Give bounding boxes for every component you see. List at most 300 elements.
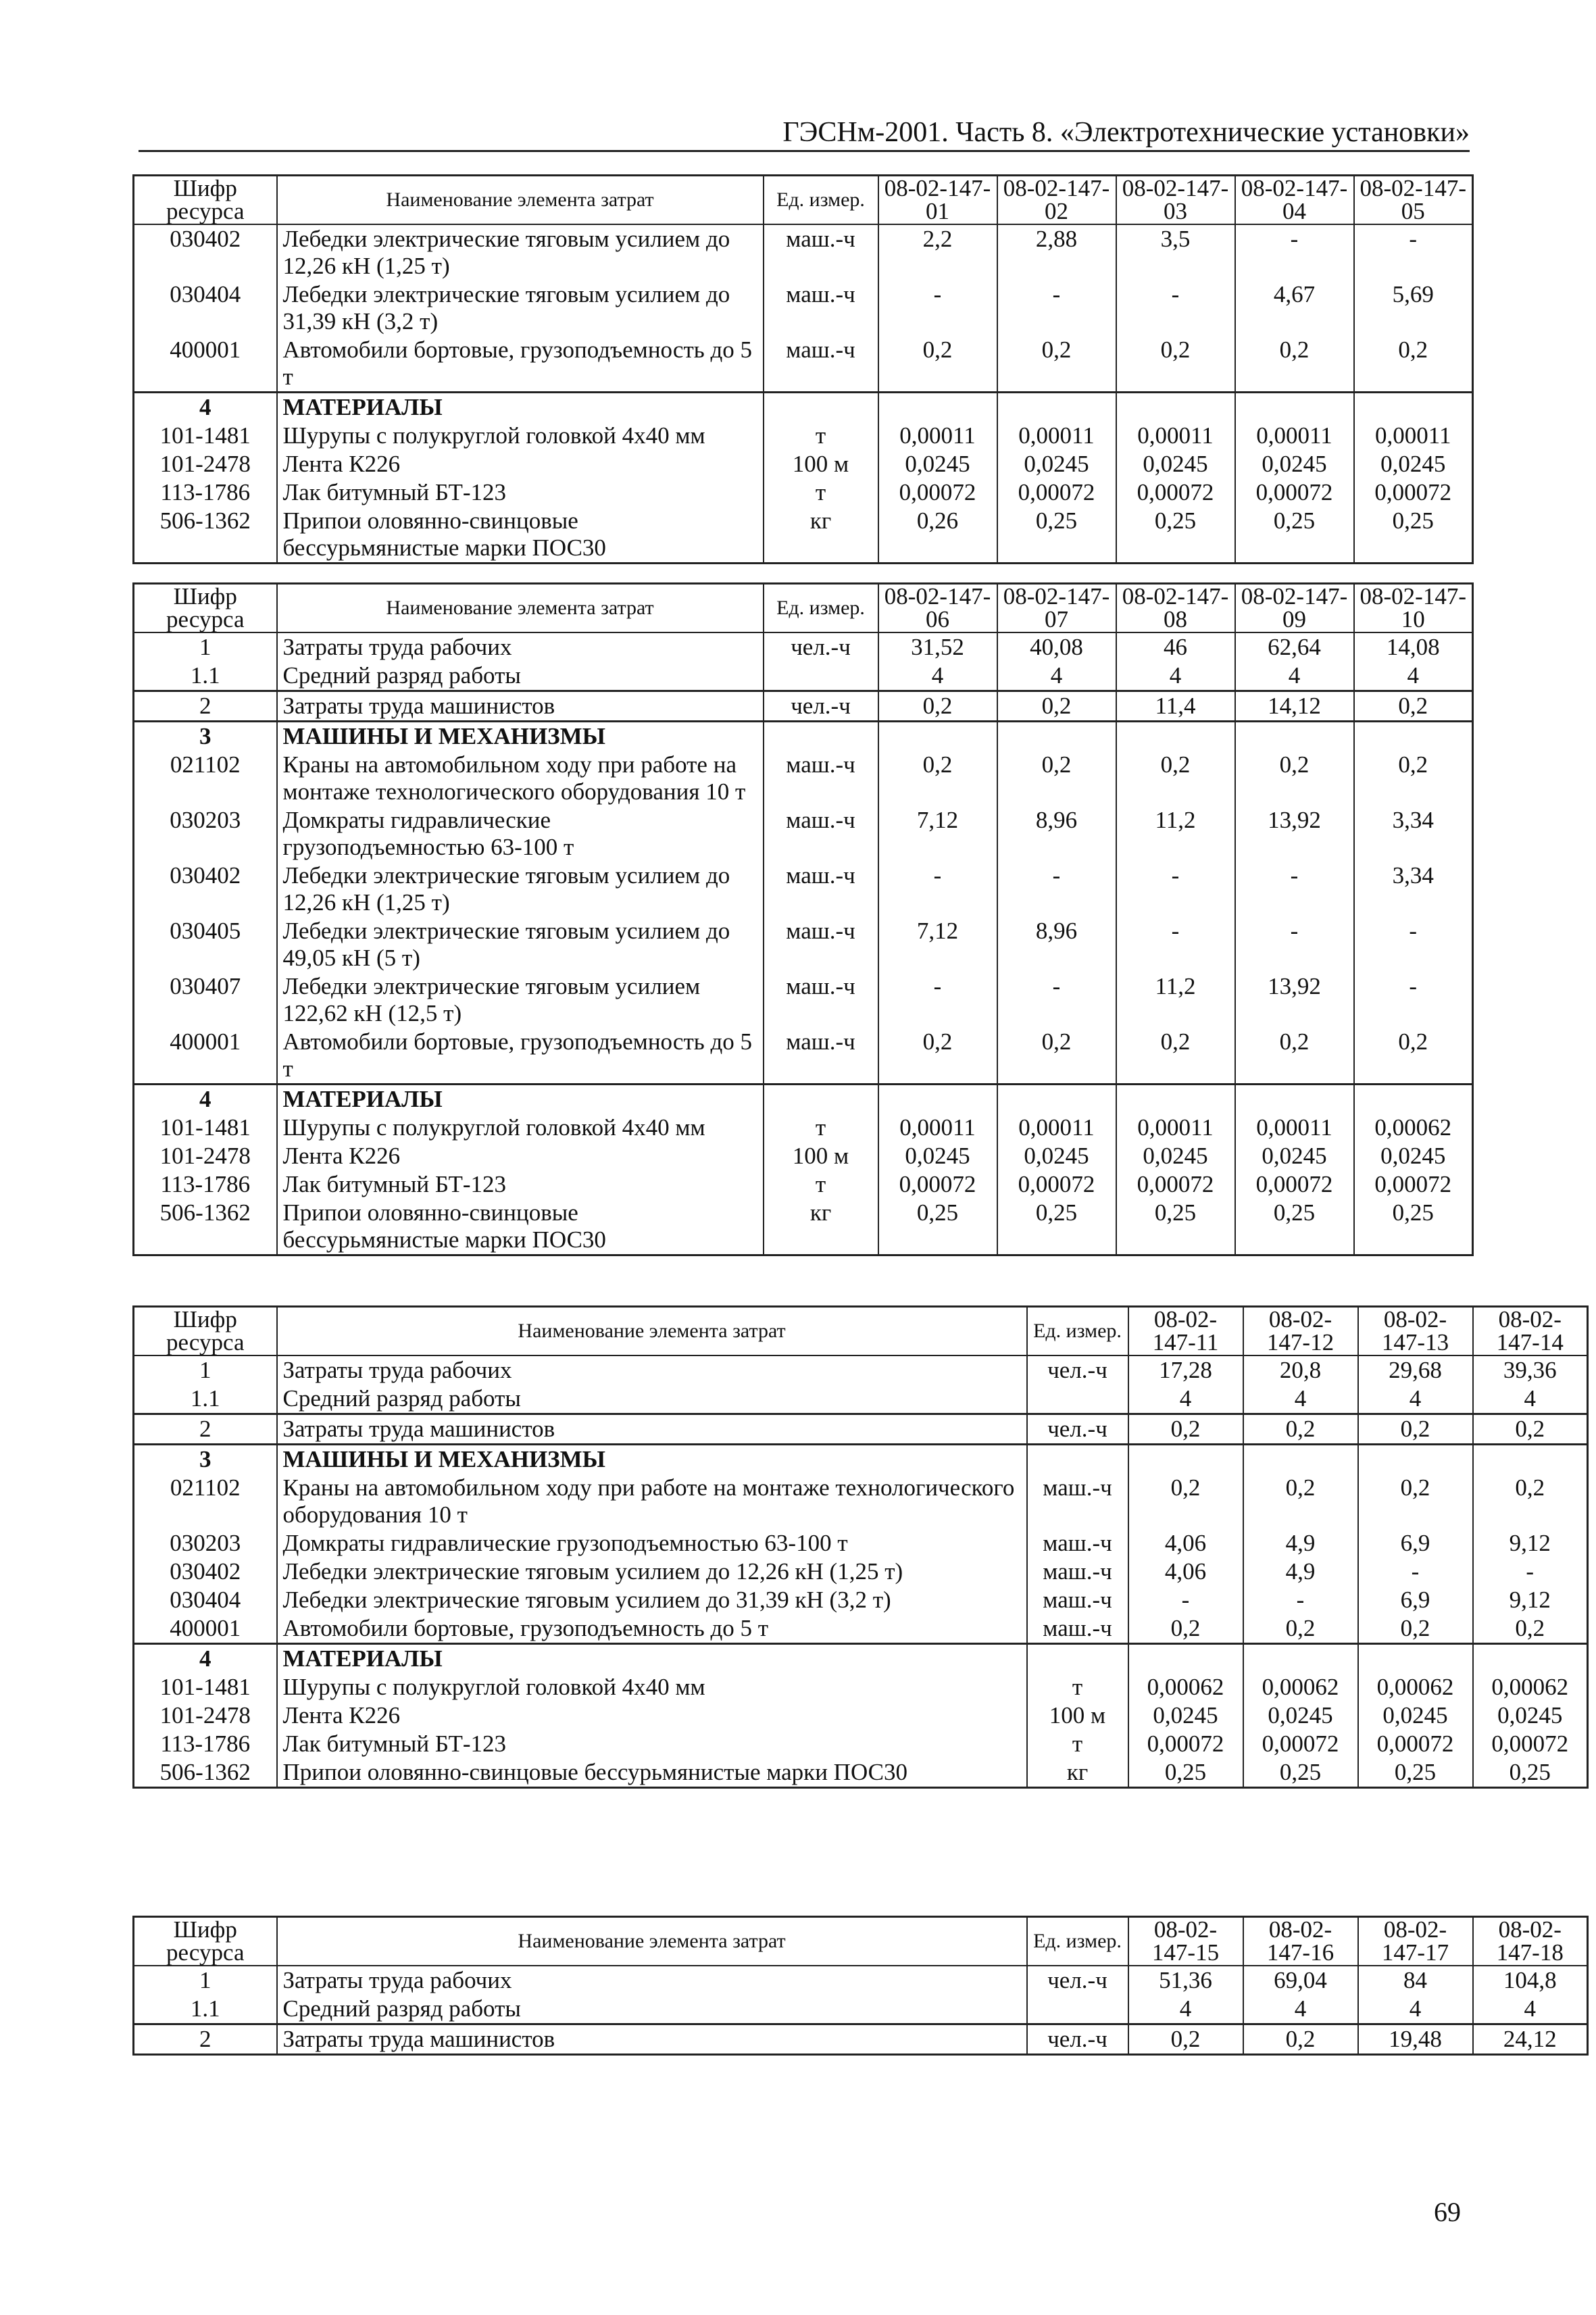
header-norm-code: 08-02-147-09 bbox=[1235, 584, 1354, 633]
cell-code: 030203 bbox=[134, 806, 277, 862]
cell-value: 4 bbox=[1473, 1385, 1588, 1414]
cell-name: Лебедки электрические тяговым усилием до 31,39 кН (3,2 т) bbox=[277, 280, 764, 336]
cell-name: МАШИНЫ И МЕХАНИЗМЫ bbox=[277, 722, 764, 751]
running-header bbox=[139, 115, 1470, 152]
header-norm-code: 08-02-147-16 bbox=[1243, 1917, 1358, 1966]
cell-value: 0,2 bbox=[997, 336, 1116, 393]
table-row bbox=[134, 806, 1473, 862]
header-norm-code: 08-02-147-01 bbox=[878, 176, 997, 225]
cell-name: Лебедки электрические тяговым усилием до 12,26 кН (1,25 т) bbox=[277, 1558, 1027, 1586]
cell-name: Лак битумный БТ-123 bbox=[277, 1730, 1027, 1758]
cell-value: 0,2 bbox=[1354, 1028, 1473, 1085]
cell-value: 0,0245 bbox=[1354, 1142, 1473, 1170]
cell-value: 13,92 bbox=[1235, 806, 1354, 862]
cell-value: 0,00072 bbox=[1235, 1170, 1354, 1199]
cell-unit: маш.-ч bbox=[764, 1028, 878, 1085]
cell-code: 3 bbox=[134, 722, 277, 751]
cell-code: 101-1481 bbox=[134, 422, 277, 450]
cell-value: 0,2 bbox=[878, 336, 997, 393]
cell-unit bbox=[1027, 1385, 1128, 1414]
cell-code: 101-2478 bbox=[134, 450, 277, 478]
header-norm-code: 08-02-147-04 bbox=[1235, 176, 1354, 225]
cell-value bbox=[1358, 1644, 1473, 1674]
cost-table bbox=[132, 582, 1474, 1256]
cell-value: 0,0245 bbox=[1116, 450, 1235, 478]
header-norm-code: 08-02-147-12 bbox=[1243, 1307, 1358, 1356]
cell-value: 0,0245 bbox=[1358, 1701, 1473, 1730]
cell-unit: маш.-ч bbox=[764, 280, 878, 336]
cell-value: 0,2 bbox=[997, 751, 1116, 806]
cell-value: 4,06 bbox=[1128, 1558, 1243, 1586]
cell-value: 0,00011 bbox=[1116, 1114, 1235, 1142]
cell-value: 9,12 bbox=[1473, 1529, 1588, 1558]
cell-code: 030404 bbox=[134, 280, 277, 336]
cost-table bbox=[132, 1916, 1589, 2056]
cell-unit: чел.-ч bbox=[1027, 1355, 1128, 1385]
cell-unit: кг bbox=[764, 1199, 878, 1255]
cell-value: 4 bbox=[1243, 1995, 1358, 2024]
cell-value: 0,0245 bbox=[878, 450, 997, 478]
cell-value: 0,00072 bbox=[1243, 1730, 1358, 1758]
cell-code: 400001 bbox=[134, 336, 277, 393]
cell-value: 0,0245 bbox=[1473, 1701, 1588, 1730]
cell-value: 0,2 bbox=[1235, 751, 1354, 806]
cell-code: 506-1362 bbox=[134, 1199, 277, 1255]
cell-value bbox=[1354, 722, 1473, 751]
cell-value: 0,2 bbox=[1116, 751, 1235, 806]
cell-value bbox=[1235, 722, 1354, 751]
cell-name: Лента К226 bbox=[277, 1142, 764, 1170]
cell-code: 113-1786 bbox=[134, 478, 277, 507]
cell-name: Краны на автомобильном ходу при работе на монтаже технологического оборудования 10 т bbox=[277, 751, 764, 806]
cell-unit: чел.-ч bbox=[764, 632, 878, 662]
cell-value: 4 bbox=[1358, 1385, 1473, 1414]
header-unit: Ед. измер. bbox=[1027, 1917, 1128, 1966]
cell-code: 1.1 bbox=[134, 1385, 277, 1414]
cell-name: Припои оловянно-свинцовые бессурьмянистые марки ПОС30 bbox=[277, 1199, 764, 1255]
header-norm-code: 08-02-147-07 bbox=[997, 584, 1116, 633]
cell-value: - bbox=[1358, 1558, 1473, 1586]
cell-name: Лента К226 bbox=[277, 450, 764, 478]
cell-name: Лак битумный БТ-123 bbox=[277, 478, 764, 507]
cell-value: 0,2 bbox=[997, 1028, 1116, 1085]
cell-value: 0,00072 bbox=[878, 478, 997, 507]
cell-unit: т bbox=[1027, 1730, 1128, 1758]
cell-code: 1.1 bbox=[134, 662, 277, 691]
cell-value: 0,00011 bbox=[1235, 422, 1354, 450]
cell-value: 0,25 bbox=[1354, 1199, 1473, 1255]
table-row bbox=[134, 972, 1473, 1028]
cell-value: 46 bbox=[1116, 632, 1235, 662]
header-name: Наименование элемента затрат bbox=[277, 176, 764, 225]
header-text: ГЭСНм-2001. Часть 8. «Электротехнические установки» bbox=[782, 117, 1470, 148]
cell-code: 4 bbox=[134, 1644, 277, 1674]
cell-name: Затраты труда машинистов bbox=[277, 2024, 1027, 2055]
cell-value: 11,4 bbox=[1116, 691, 1235, 722]
table-row bbox=[134, 2024, 1588, 2055]
cell-value: 104,8 bbox=[1473, 1966, 1588, 1995]
cell-code: 101-1481 bbox=[134, 1114, 277, 1142]
table-row bbox=[134, 1385, 1588, 1414]
cell-code: 2 bbox=[134, 691, 277, 722]
cell-code: 101-2478 bbox=[134, 1142, 277, 1170]
cell-code: 400001 bbox=[134, 1614, 277, 1644]
table-row bbox=[134, 1995, 1588, 2024]
table-row bbox=[134, 1701, 1588, 1730]
table-row bbox=[134, 1199, 1473, 1255]
cell-value: 5,69 bbox=[1354, 280, 1473, 336]
cell-value: 0,2 bbox=[1243, 1614, 1358, 1644]
cell-value: 0,00062 bbox=[1128, 1673, 1243, 1701]
cell-name: Лебедки электрические тяговым усилием до 49,05 кН (5 т) bbox=[277, 917, 764, 972]
cell-value: 0,2 bbox=[1243, 1474, 1358, 1529]
table-row bbox=[134, 478, 1473, 507]
cell-value: 0,00072 bbox=[997, 1170, 1116, 1199]
cell-value: - bbox=[1235, 862, 1354, 917]
cell-name: МАШИНЫ И МЕХАНИЗМЫ bbox=[277, 1445, 1027, 1474]
header-name: Наименование элемента затрат bbox=[277, 1307, 1027, 1356]
cell-value bbox=[878, 1085, 997, 1114]
cell-value: 0,0245 bbox=[1128, 1701, 1243, 1730]
cell-code: 1.1 bbox=[134, 1995, 277, 2024]
table-row bbox=[134, 507, 1473, 564]
cell-value bbox=[997, 1085, 1116, 1114]
cell-value: - bbox=[878, 862, 997, 917]
cell-unit: кг bbox=[764, 507, 878, 564]
header-unit: Ед. измер. bbox=[1027, 1307, 1128, 1356]
cell-value: 0,2 bbox=[997, 691, 1116, 722]
cell-value: 4 bbox=[1235, 662, 1354, 691]
cell-unit: кг bbox=[1027, 1758, 1128, 1788]
table-row bbox=[134, 1355, 1588, 1385]
cell-unit: маш.-ч bbox=[1027, 1529, 1128, 1558]
table-header-row bbox=[134, 1917, 1588, 1966]
table-row bbox=[134, 1586, 1588, 1614]
cell-name: Затраты труда машинистов bbox=[277, 691, 764, 722]
cell-code: 400001 bbox=[134, 1028, 277, 1085]
cell-value: - bbox=[997, 862, 1116, 917]
section-row bbox=[134, 722, 1473, 751]
cell-value: 0,0245 bbox=[1243, 1701, 1358, 1730]
cell-value: 0,2 bbox=[878, 751, 997, 806]
cell-name: Домкраты гидравлические грузоподъемностью 63-100 т bbox=[277, 806, 764, 862]
cell-value: - bbox=[1243, 1586, 1358, 1614]
cell-value: 4,9 bbox=[1243, 1558, 1358, 1586]
table-row bbox=[134, 862, 1473, 917]
cell-value bbox=[1235, 1085, 1354, 1114]
header-norm-code: 08-02-147-18 bbox=[1473, 1917, 1588, 1966]
cell-value: 0,0245 bbox=[1235, 450, 1354, 478]
cell-name: МАТЕРИАЛЫ bbox=[277, 1085, 764, 1114]
cell-value: 4,9 bbox=[1243, 1529, 1358, 1558]
cell-code: 030407 bbox=[134, 972, 277, 1028]
cell-unit: чел.-ч bbox=[764, 691, 878, 722]
cost-table bbox=[132, 174, 1474, 564]
cell-name: Автомобили бортовые, грузоподъемность до 5 т bbox=[277, 1614, 1027, 1644]
cell-value: 29,68 bbox=[1358, 1355, 1473, 1385]
table-row bbox=[134, 1558, 1588, 1586]
cell-value: 0,2 bbox=[1473, 1614, 1588, 1644]
header-name: Наименование элемента затрат bbox=[277, 1917, 1027, 1966]
cell-code: 030203 bbox=[134, 1529, 277, 1558]
cell-value: 0,2 bbox=[1354, 751, 1473, 806]
cell-code: 2 bbox=[134, 2024, 277, 2055]
cell-value: 4 bbox=[1128, 1995, 1243, 2024]
cell-unit: маш.-ч bbox=[1027, 1614, 1128, 1644]
header-norm-code: 08-02-147-11 bbox=[1128, 1307, 1243, 1356]
header-norm-code: 08-02-147-15 bbox=[1128, 1917, 1243, 1966]
cell-value: 4 bbox=[878, 662, 997, 691]
cell-value: - bbox=[1235, 917, 1354, 972]
cell-code: 506-1362 bbox=[134, 1758, 277, 1788]
cell-value: 2,2 bbox=[878, 224, 997, 280]
header-code: Шифр ресурса bbox=[134, 584, 277, 633]
cell-value: 0,2 bbox=[1128, 2024, 1243, 2055]
cell-name: МАТЕРИАЛЫ bbox=[277, 393, 764, 422]
cell-value: 4 bbox=[1243, 1385, 1358, 1414]
cell-value: 0,2 bbox=[1128, 1474, 1243, 1529]
cell-value: 0,0245 bbox=[878, 1142, 997, 1170]
table-row bbox=[134, 662, 1473, 691]
cell-value: 4 bbox=[1473, 1995, 1588, 2024]
cell-value: 0,00072 bbox=[1358, 1730, 1473, 1758]
header-norm-code: 08-02-147-06 bbox=[878, 584, 997, 633]
cell-name: Лебедки электрические тяговым усилием 122,62 кН (12,5 т) bbox=[277, 972, 764, 1028]
cell-value: - bbox=[1116, 862, 1235, 917]
cell-value bbox=[1243, 1644, 1358, 1674]
cell-value: 9,12 bbox=[1473, 1586, 1588, 1614]
table-row bbox=[134, 280, 1473, 336]
section-row bbox=[134, 1644, 1588, 1674]
cell-value: 84 bbox=[1358, 1966, 1473, 1995]
cell-value: 0,25 bbox=[878, 1199, 997, 1255]
cell-value bbox=[997, 393, 1116, 422]
cell-unit bbox=[1027, 1445, 1128, 1474]
cell-unit: чел.-ч bbox=[1027, 1966, 1128, 1995]
cell-unit bbox=[764, 393, 878, 422]
cell-code: 1 bbox=[134, 632, 277, 662]
cell-value: 0,00011 bbox=[878, 1114, 997, 1142]
cell-value bbox=[1354, 393, 1473, 422]
cell-value: 0,25 bbox=[1128, 1758, 1243, 1788]
cell-value: 62,64 bbox=[1235, 632, 1354, 662]
cell-value: - bbox=[1235, 224, 1354, 280]
cell-name: Шурупы с полукруглой головкой 4x40 мм bbox=[277, 422, 764, 450]
cell-value: - bbox=[1354, 224, 1473, 280]
cell-code: 030405 bbox=[134, 917, 277, 972]
header-norm-code: 08-02-147-05 bbox=[1354, 176, 1473, 225]
cell-name: Затраты труда рабочих bbox=[277, 1966, 1027, 1995]
cell-name: Лента К226 bbox=[277, 1701, 1027, 1730]
cell-value: 0,2 bbox=[1358, 1614, 1473, 1644]
cell-name: Средний разряд работы bbox=[277, 1385, 1027, 1414]
table-row bbox=[134, 1673, 1588, 1701]
cell-value: 0,2 bbox=[1116, 336, 1235, 393]
cell-value: - bbox=[878, 280, 997, 336]
cell-code: 1 bbox=[134, 1966, 277, 1995]
table-row bbox=[134, 450, 1473, 478]
cell-value: 4 bbox=[1354, 662, 1473, 691]
cell-value: 11,2 bbox=[1116, 806, 1235, 862]
header-norm-code: 08-02-147-17 bbox=[1358, 1917, 1473, 1966]
cell-value: 0,00011 bbox=[997, 1114, 1116, 1142]
cell-value: 0,25 bbox=[1116, 1199, 1235, 1255]
cell-value bbox=[1358, 1445, 1473, 1474]
header-code: Шифр ресурса bbox=[134, 1307, 277, 1356]
cell-value: 51,36 bbox=[1128, 1966, 1243, 1995]
cell-name: Лак битумный БТ-123 bbox=[277, 1170, 764, 1199]
cell-name: Автомобили бортовые, грузоподъемность до 5 т bbox=[277, 1028, 764, 1085]
cell-unit: маш.-ч bbox=[764, 751, 878, 806]
cell-value: 0,00072 bbox=[1473, 1730, 1588, 1758]
cell-code: 506-1362 bbox=[134, 507, 277, 564]
cell-value: 0,25 bbox=[1354, 507, 1473, 564]
cell-code: 021102 bbox=[134, 1474, 277, 1529]
header-code: Шифр ресурса bbox=[134, 1917, 277, 1966]
cell-code: 030404 bbox=[134, 1586, 277, 1614]
table-row bbox=[134, 1170, 1473, 1199]
cell-value: 0,00011 bbox=[878, 422, 997, 450]
section-row bbox=[134, 1445, 1588, 1474]
cell-value: 0,00062 bbox=[1243, 1673, 1358, 1701]
cell-value: 0,2 bbox=[1116, 1028, 1235, 1085]
cell-name: Средний разряд работы bbox=[277, 662, 764, 691]
cell-value: 0,0245 bbox=[1235, 1142, 1354, 1170]
table-row bbox=[134, 336, 1473, 393]
cell-value: 0,00072 bbox=[878, 1170, 997, 1199]
cell-value: 0,26 bbox=[878, 507, 997, 564]
cell-code: 030402 bbox=[134, 224, 277, 280]
cell-value: 4 bbox=[997, 662, 1116, 691]
section-row bbox=[134, 1085, 1473, 1114]
cell-unit: т bbox=[764, 1114, 878, 1142]
table-row bbox=[134, 422, 1473, 450]
table-row bbox=[134, 1966, 1588, 1995]
cell-value: 4,67 bbox=[1235, 280, 1354, 336]
table-row bbox=[134, 632, 1473, 662]
cell-unit: 100 м bbox=[764, 1142, 878, 1170]
cell-unit: маш.-ч bbox=[1027, 1474, 1128, 1529]
cell-value: 0,00072 bbox=[1128, 1730, 1243, 1758]
cell-value: 2,88 bbox=[997, 224, 1116, 280]
cell-unit: маш.-ч bbox=[764, 862, 878, 917]
cell-value: 0,2 bbox=[878, 691, 997, 722]
table-row bbox=[134, 1758, 1588, 1788]
cell-code: 101-1481 bbox=[134, 1673, 277, 1701]
cell-value: 0,0245 bbox=[997, 450, 1116, 478]
cell-unit: чел.-ч bbox=[1027, 1414, 1128, 1445]
cell-value: 4 bbox=[1128, 1385, 1243, 1414]
cell-value: 0,00072 bbox=[1354, 478, 1473, 507]
cell-value: 0,0245 bbox=[1354, 450, 1473, 478]
cell-name: Затраты труда машинистов bbox=[277, 1414, 1027, 1445]
cell-unit bbox=[1027, 1995, 1128, 2024]
cell-code: 1 bbox=[134, 1355, 277, 1385]
table-row bbox=[134, 1028, 1473, 1085]
cell-value: 8,96 bbox=[997, 917, 1116, 972]
cell-name: Припои оловянно-свинцовые бессурьмянистые марки ПОС30 bbox=[277, 1758, 1027, 1788]
cell-value: - bbox=[1354, 972, 1473, 1028]
cell-name: Шурупы с полукруглой головкой 4x40 мм bbox=[277, 1114, 764, 1142]
cell-value: 0,2 bbox=[1243, 2024, 1358, 2055]
cell-unit: маш.-ч bbox=[764, 336, 878, 393]
cell-value: 0,2 bbox=[1358, 1474, 1473, 1529]
cell-value bbox=[1235, 393, 1354, 422]
header-norm-code: 08-02-147-10 bbox=[1354, 584, 1473, 633]
cell-value: 0,00072 bbox=[1116, 1170, 1235, 1199]
cell-value: 14,12 bbox=[1235, 691, 1354, 722]
cell-value: 0,00072 bbox=[1354, 1170, 1473, 1199]
table-row bbox=[134, 1529, 1588, 1558]
cell-name: Средний разряд работы bbox=[277, 1995, 1027, 2024]
cell-unit: маш.-ч bbox=[764, 806, 878, 862]
cell-value: 0,2 bbox=[1358, 1414, 1473, 1445]
cell-value bbox=[1354, 1085, 1473, 1114]
cell-value bbox=[1473, 1445, 1588, 1474]
cell-value: 3,34 bbox=[1354, 862, 1473, 917]
cell-value: 8,96 bbox=[997, 806, 1116, 862]
header-norm-code: 08-02-147-02 bbox=[997, 176, 1116, 225]
cell-value: 0,2 bbox=[1473, 1474, 1588, 1529]
cell-value: - bbox=[1128, 1586, 1243, 1614]
cell-value: - bbox=[997, 972, 1116, 1028]
cell-value: 19,48 bbox=[1358, 2024, 1473, 2055]
cell-value: 6,9 bbox=[1358, 1586, 1473, 1614]
cell-value: 11,2 bbox=[1116, 972, 1235, 1028]
cell-value: - bbox=[997, 280, 1116, 336]
cell-value: 20,8 bbox=[1243, 1355, 1358, 1385]
cell-value: 0,25 bbox=[1235, 1199, 1354, 1255]
cell-value: 3,34 bbox=[1354, 806, 1473, 862]
cell-value bbox=[1128, 1644, 1243, 1674]
cell-value: - bbox=[1116, 280, 1235, 336]
cell-value: 0,25 bbox=[1243, 1758, 1358, 1788]
cell-value: 13,92 bbox=[1235, 972, 1354, 1028]
section-row bbox=[134, 393, 1473, 422]
cell-value bbox=[878, 393, 997, 422]
header-unit: Ед. измер. bbox=[764, 176, 878, 225]
cell-code: 113-1786 bbox=[134, 1730, 277, 1758]
cell-value: 0,00011 bbox=[1235, 1114, 1354, 1142]
table-row bbox=[134, 1142, 1473, 1170]
cell-unit: 100 м bbox=[764, 450, 878, 478]
cell-value: - bbox=[1354, 917, 1473, 972]
cell-code: 030402 bbox=[134, 1558, 277, 1586]
cell-unit: т bbox=[764, 478, 878, 507]
cell-value: 0,2 bbox=[1128, 1414, 1243, 1445]
cell-unit bbox=[764, 662, 878, 691]
cell-value: 0,2 bbox=[1473, 1414, 1588, 1445]
cell-value: - bbox=[878, 972, 997, 1028]
header-norm-code: 08-02-147-14 bbox=[1473, 1307, 1588, 1356]
cell-name: Домкраты гидравлические грузоподъемностью 63-100 т bbox=[277, 1529, 1027, 1558]
cell-value: 0,2 bbox=[1243, 1414, 1358, 1445]
cell-value: 0,00072 bbox=[1116, 478, 1235, 507]
cell-value: 0,2 bbox=[1235, 1028, 1354, 1085]
cell-value: 0,00072 bbox=[1235, 478, 1354, 507]
cell-value bbox=[1473, 1644, 1588, 1674]
cell-code: 030402 bbox=[134, 862, 277, 917]
cell-value: 0,25 bbox=[1473, 1758, 1588, 1788]
cell-name: МАТЕРИАЛЫ bbox=[277, 1644, 1027, 1674]
table-row bbox=[134, 1474, 1588, 1529]
cell-value: 69,04 bbox=[1243, 1966, 1358, 1995]
cell-name: Затраты труда рабочих bbox=[277, 632, 764, 662]
page-number: 69 bbox=[1434, 2197, 1461, 2227]
cell-value bbox=[1128, 1445, 1243, 1474]
cell-name: Припои оловянно-свинцовые бессурьмянистые марки ПОС30 bbox=[277, 507, 764, 564]
cell-value: 0,00062 bbox=[1354, 1114, 1473, 1142]
